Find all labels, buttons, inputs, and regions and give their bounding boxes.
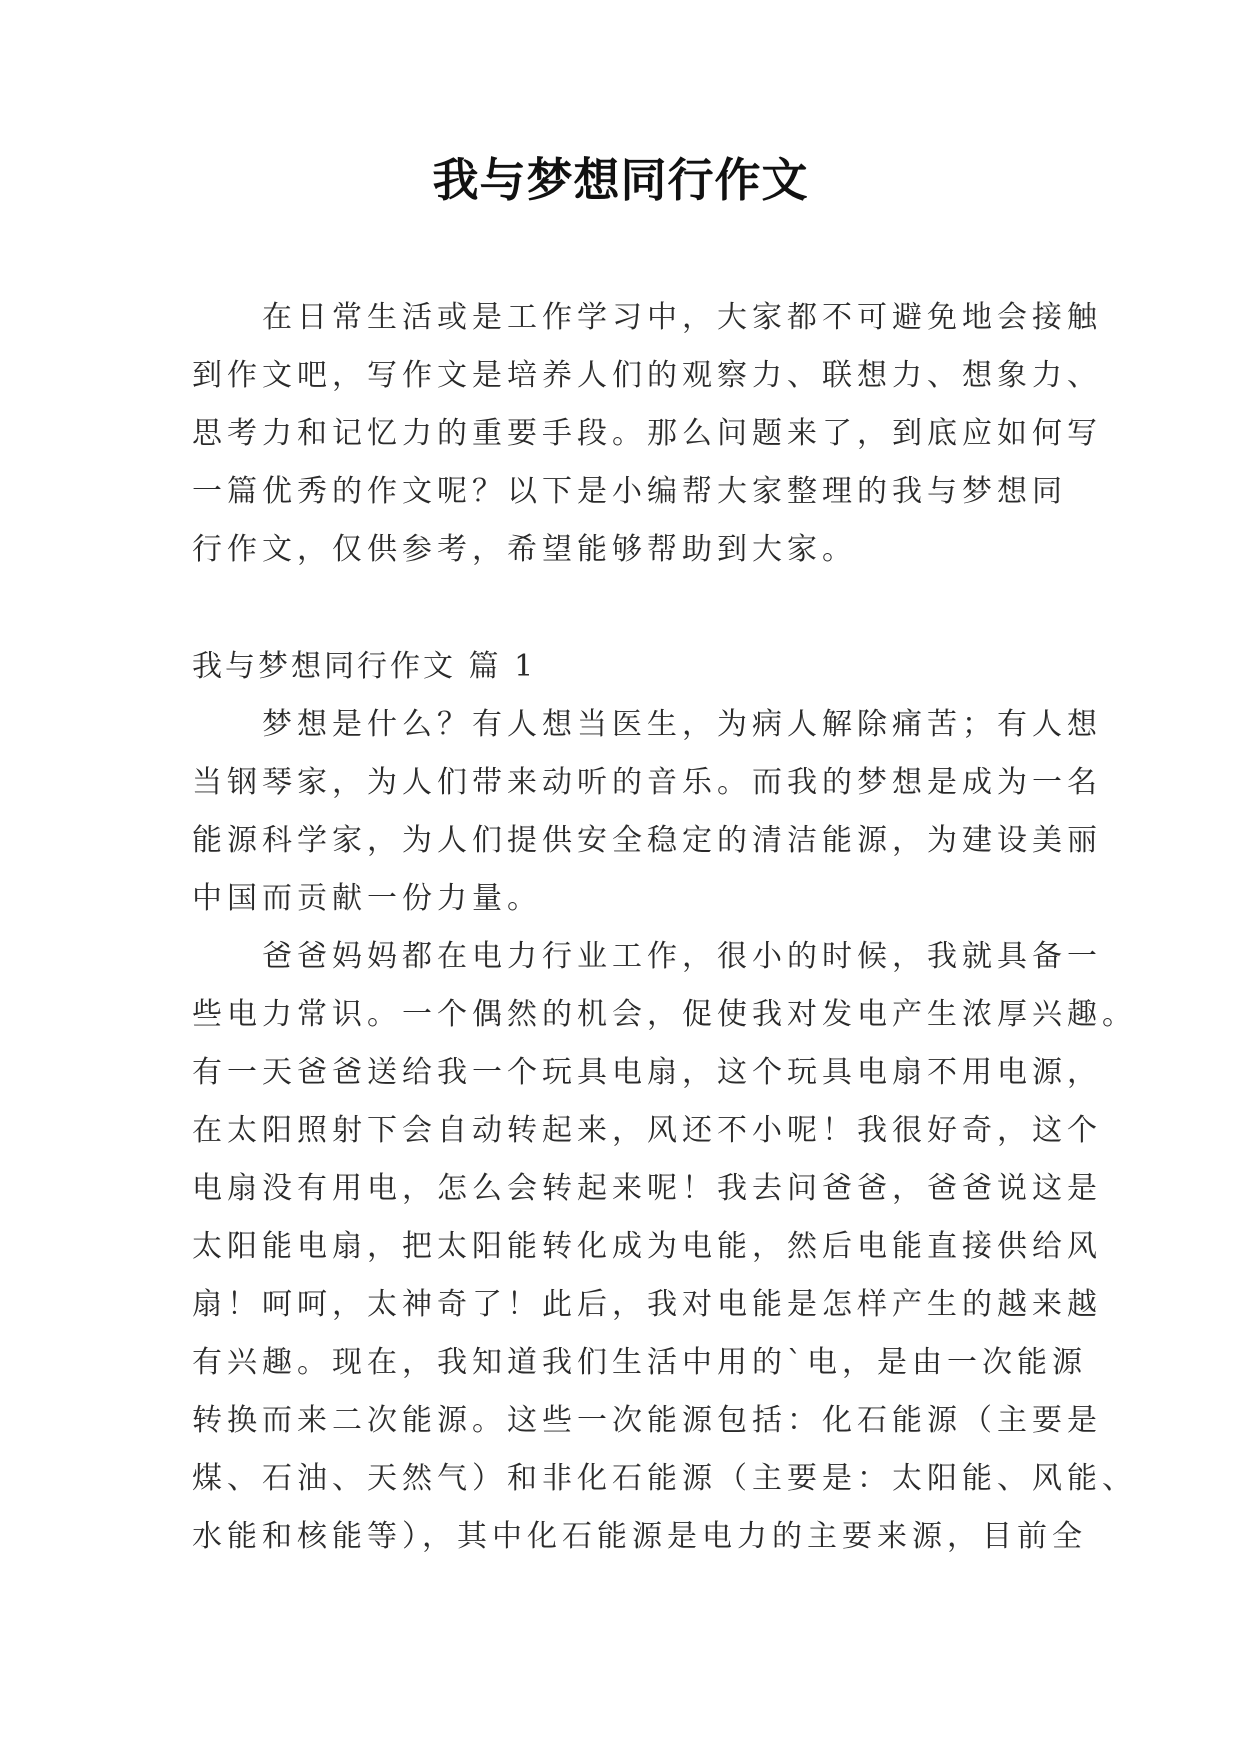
text-line: 行作文，仅供参考，希望能够帮助到大家。 [192,532,857,567]
text-line: 水能和核能等），其中化石能源是电力的主要来源，目前全 [192,1519,1087,1554]
text-line: 扇！呵呵，太神奇了！此后，我对电能是怎样产生的越来越 [192,1287,1102,1322]
text-line: 在太阳照射下会自动转起来，风还不小呢！我很好奇，这个 [192,1113,1102,1148]
text-line: 能源科学家，为人们提供安全稳定的清洁能源，为建设美丽 [192,823,1102,858]
text-line: 爸爸妈妈都在电力行业工作，很小的时候，我就具备一 [192,939,1102,974]
text-line: 有一天爸爸送给我一个玩具电扇，这个玩具电扇不用电源， [192,1055,1102,1090]
text-line: 转换而来二次能源。这些一次能源包括：化石能源（主要是 [192,1403,1102,1438]
document-title: 我与梦想同行作文 [432,153,809,207]
body-paragraph [192,696,1102,928]
text-line: 到作文吧，写作文是培养人们的观察力、联想力、想象力、 [192,358,1102,393]
text-line: 太阳能电扇，把太阳能转化成为电能，然后电能直接供给风 [192,1229,1102,1264]
body-paragraph [192,928,1137,1566]
text-line: 有兴趣。现在，我知道我们生活中用的`电，是由一次能源 [192,1345,1087,1380]
text-line: 梦想是什么？有人想当医生，为病人解除痛苦；有人想 [192,707,1102,742]
text-line: 在日常生活或是工作学习中，大家都不可避免地会接触 [192,300,1102,335]
text-line: 电扇没有用电，怎么会转起来呢！我去问爸爸，爸爸说这是 [192,1171,1102,1206]
text-line: 些电力常识。一个偶然的机会，促使我对发电产生浓厚兴趣。 [192,997,1137,1032]
text-line: 煤、石油、天然气）和非化石能源（主要是：太阳能、风能、 [192,1461,1137,1496]
text-line: 一篇优秀的作文呢？以下是小编帮大家整理的我与梦想同 [192,474,1067,509]
text-line: 思考力和记忆力的重要手段。那么问题来了，到底应如何写 [192,416,1102,451]
text-line: 中国而贡献一份力量。 [192,881,542,916]
section-heading: 我与梦想同行作文 篇 1 [192,649,537,684]
text-line: 当钢琴家，为人们带来动听的音乐。而我的梦想是成为一名 [192,765,1102,800]
intro-paragraph [192,289,1102,579]
